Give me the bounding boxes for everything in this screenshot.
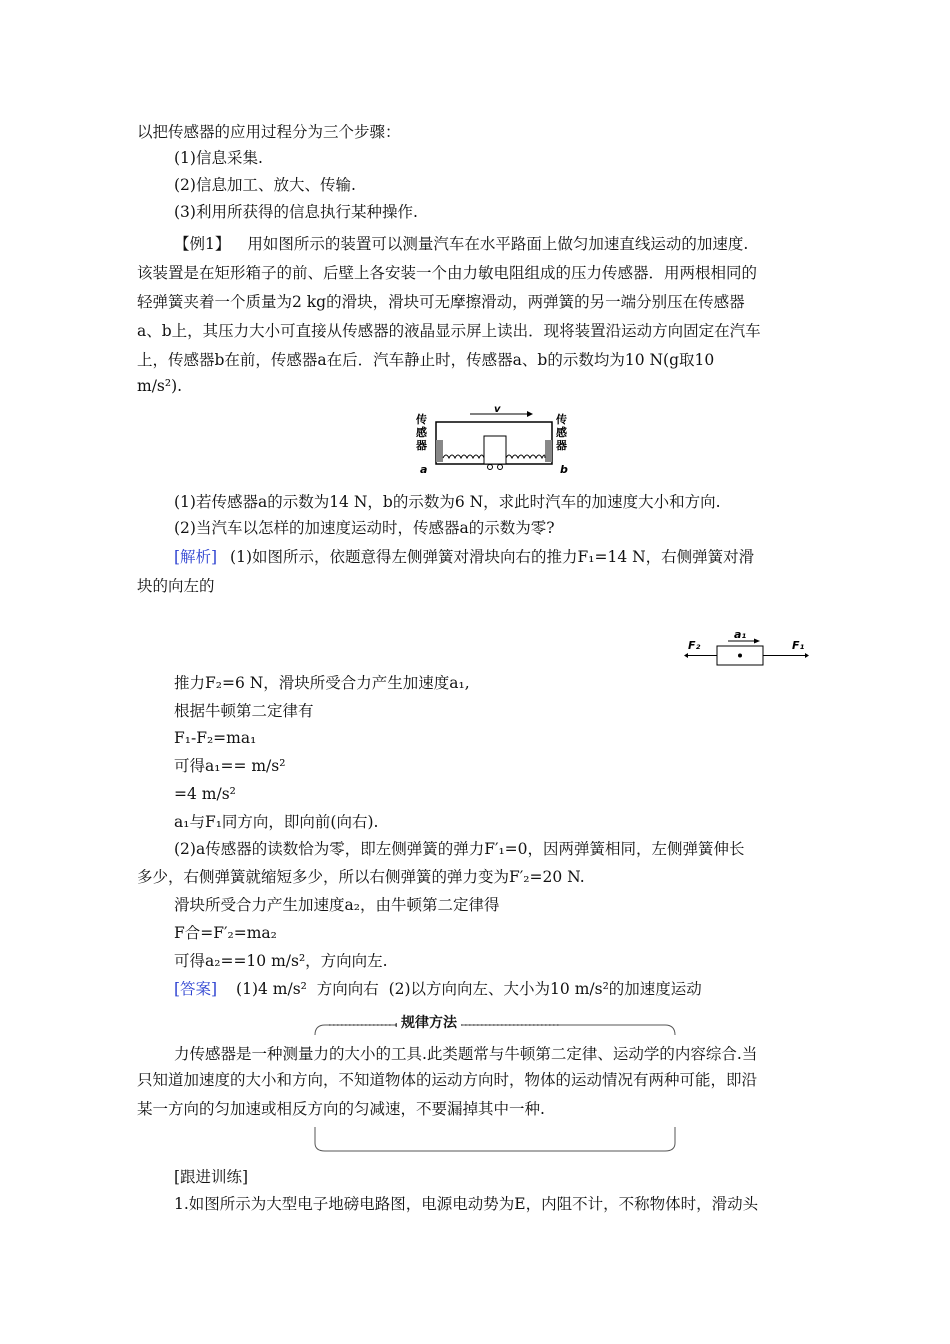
answer-text: (1)4 m/s² 方向向右 (2)以方向向左、大小为10 m/s²的加速度运动: [236, 980, 702, 998]
practice-heading: [跟进训练]: [174, 1168, 249, 1186]
solution-line: F₁-F₂=ma₁: [174, 729, 257, 747]
method-line: 只知道加速度的大小和方向，不知道物体的运动方向时，物体的运动情况有两种可能，即沿: [137, 1071, 758, 1089]
right-sensor-label-2: 感: [556, 426, 567, 439]
f2-label: F₂: [688, 639, 701, 652]
step-3: (3)利用所获得的信息执行某种操作.: [174, 203, 418, 221]
example-line: 上，传感器b在前，传感器a在后．汽车静止时，传感器a、b的示数均为10 N(g取10: [137, 351, 715, 369]
method-line: 某一方向的匀加速或相反方向的匀减速，不要漏掉其中一种.: [137, 1100, 545, 1118]
solution-line: 块的向左的: [137, 577, 215, 595]
sensor-device-figure: [412, 406, 582, 480]
solution-line: F合=F′₂=ma₂: [174, 924, 277, 942]
left-sensor-label-2: 感: [416, 426, 427, 439]
solution-line: 可得a₁== m/s²: [174, 757, 286, 775]
question-2: (2)当汽车以怎样的加速度运动时，传感器a的示数为零?: [174, 519, 555, 537]
step-1: (1)信息采集.: [174, 149, 263, 167]
solution-line: 根据牛顿第二定律有: [174, 702, 314, 720]
solution-first-line: [174, 546, 754, 568]
right-sensor-label-3: 器: [556, 439, 567, 452]
f1-label: F₁: [792, 639, 805, 652]
solution-line: a₁与F₁同方向，即向前(向右).: [174, 813, 379, 831]
solution-tag: [解析]: [174, 548, 218, 566]
left-sensor-label-1: 传: [416, 413, 427, 426]
sensor-b-plate: [545, 440, 552, 462]
method-box-title: 规律方法: [397, 1012, 461, 1034]
solution-line: 推力F₂=6 N，滑块所受合力产生加速度a₁,: [174, 674, 470, 692]
question-1: (1)若传感器a的示数为14 N，b的示数为6 N，求此时汽车的加速度大小和方向.: [174, 493, 721, 511]
example-tag: 【例1】: [174, 235, 231, 253]
solution-line: (2)a传感器的读数恰为零，即左侧弹簧的弹力F′₁=0，因两弹簧相同，左侧弹簧伸长: [174, 840, 745, 858]
example-text: 用如图所示的装置可以测量汽车在水平路面上做匀加速直线运动的加速度.: [247, 235, 749, 253]
sensor-a-plate: [436, 440, 443, 462]
left-sensor-label-3: 器: [416, 439, 427, 452]
answer-tag: [答案]: [174, 980, 218, 998]
sensor-a-label: a: [420, 463, 428, 476]
solution-line: =4 m/s²: [174, 785, 236, 803]
right-spring: [506, 455, 545, 458]
solution-text: (1)如图所示，依题意得左侧弹簧对滑块向右的推力F₁=14 N，右侧弹簧对滑: [230, 548, 755, 566]
solution-line: 多少，右侧弹簧就缩短多少，所以右侧弹簧的弹力变为F′₂=20 N.: [137, 868, 585, 886]
step-2: (2)信息加工、放大、传输.: [174, 176, 356, 194]
force-diagram: [684, 628, 810, 668]
accel-label: a₁: [734, 628, 747, 641]
answer-line: [174, 978, 702, 1000]
slider-block: [484, 436, 506, 464]
example-line: 该装置是在矩形箱子的前、后壁上各安装一个由力敏电阻组成的压力传感器．用两根相同的: [137, 264, 758, 282]
intro-line: 以把传感器的应用过程分为三个步骤：: [137, 123, 401, 141]
sensor-b-label: b: [560, 463, 568, 476]
velocity-label: v: [494, 406, 501, 415]
solution-line: 滑块所受合力产生加速度a₂，由牛顿第二定律得: [174, 896, 500, 914]
solution-line: 可得a₂==10 m/s²，方向向左.: [174, 952, 388, 970]
right-sensor-label-1: 传: [556, 413, 567, 426]
example-line: a、b上，其压力大小可直接从传感器的液晶显示屏上读出．现将装置沿运动方向固定在汽车: [137, 322, 761, 340]
practice-line: 1.如图所示为大型电子地磅电路图，电源电动势为E，内阻不计，不称物体时，滑动头: [174, 1195, 759, 1213]
example-line: 轻弹簧夹着一个质量为2 kg的滑块，滑块可无摩擦滑动，两弹簧的另一端分别压在传感器: [137, 293, 745, 311]
method-line: 力传感器是一种测量力的大小的工具.此类题常与牛顿第二定律、运动学的内容综合.当: [174, 1045, 758, 1063]
example-line: m/s²).: [137, 377, 183, 395]
example-first-line: [174, 233, 748, 255]
left-spring: [443, 455, 484, 458]
